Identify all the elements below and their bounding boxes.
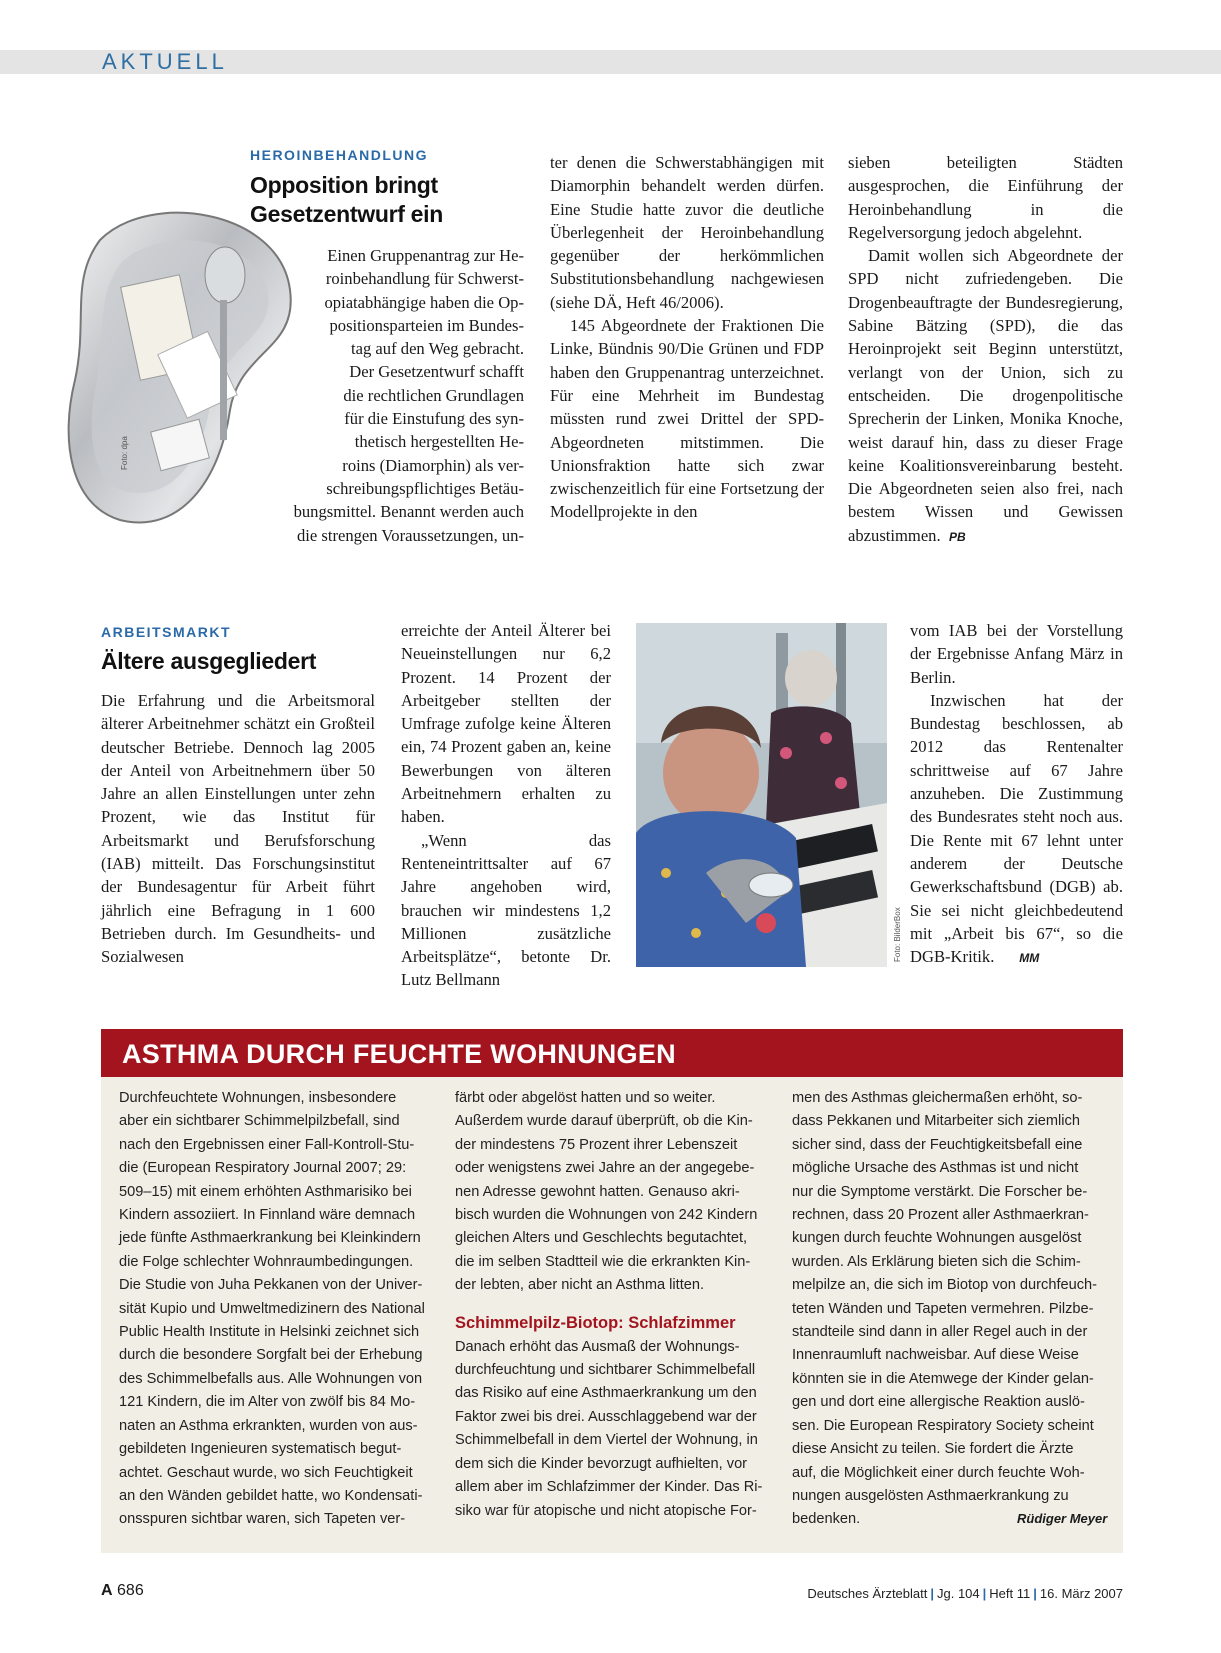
text-line: Innenraumluft nachweisbar. Auf diese Weise xyxy=(792,1347,1079,1364)
text-line: bedenken. xyxy=(792,1511,861,1528)
section-label: AKTUELL xyxy=(102,49,228,74)
text-line: der mindestens 75 Prozent ihrer Lebenszeit xyxy=(455,1136,738,1153)
text-line: färbt oder abgelöst hatten und so weiter. xyxy=(455,1090,716,1106)
text-line: durch die besondere Sorgfalt bei der Erhebung xyxy=(119,1347,423,1364)
text-line: Danach erhöht das Ausmaß der Wohnungs- xyxy=(455,1338,740,1355)
journal-issue: Heft 11 xyxy=(989,1586,1031,1601)
text-line: Einen Gruppenantrag zur He- xyxy=(327,246,524,265)
separator: | xyxy=(1033,1586,1037,1601)
box-paragraph xyxy=(455,1336,775,1523)
text-line: nungen ausgelösten Asthmaerkrankung zu xyxy=(792,1487,1069,1504)
text-line: standteile sind dann in aller Regel auch in der xyxy=(792,1324,1088,1341)
text-line: Die Studie von Juha Pekkanen von der Univer- xyxy=(119,1277,423,1294)
paragraph: „Wenn das Renteneintrittsalter auf 67 Jahre angehoben wird, brauchen wir mindestens 1,2 Millionen zusätzliche Arbeitsplätze“, betonte Dr. Lutz Bellmann xyxy=(401,830,611,990)
box-subheading: Schimmelpilz-Biotop: Schlafzimmer xyxy=(455,1313,736,1332)
text-line: tag auf den Weg gebracht. xyxy=(351,339,524,359)
text-line: jede fünfte Asthmaerkrankung bei Kleinkindern xyxy=(119,1230,421,1247)
journal-name: Deutsches Ärzteblatt xyxy=(807,1586,928,1601)
text-line: nen Adresse gewohnt hatten. Genauso akri- xyxy=(455,1183,740,1200)
text-line: Außerdem wurde darauf überprüft, ob die Kin- xyxy=(455,1113,753,1130)
journal-info xyxy=(807,1586,1123,1601)
text-line: sität Kupio und Umweltmedizinern des National xyxy=(119,1300,425,1317)
page-prefix: A xyxy=(101,1582,113,1599)
text-line: die rechtlichen Grundlagen xyxy=(343,385,524,405)
text-line: achtet. Geschaut wurde, wo sich Feuchtigkeit xyxy=(119,1464,413,1481)
text-line: positionsparteien im Bundes- xyxy=(329,315,524,335)
box-column xyxy=(792,1087,1112,1532)
text-line: des Schimmelbefalls aus. Alle Wohnungen von xyxy=(119,1370,423,1387)
article-kicker: ARBEITSMARKT xyxy=(101,624,231,640)
photo-credit: Foto: BilderBox xyxy=(893,907,902,962)
text-line: die im selben Stadtteil wie die erkrankten Kin- xyxy=(455,1253,751,1270)
text-line: gebildeten Ingenieuren systematisch begut- xyxy=(119,1441,402,1458)
box-column xyxy=(119,1087,439,1532)
paragraph xyxy=(848,244,1123,549)
author-initials: PB xyxy=(948,529,966,544)
text-line: diese Ansicht zu teilen. Sie fordert die Ärzte xyxy=(792,1441,1074,1458)
workers-photo xyxy=(636,623,887,967)
paragraph: erreichte der Anteil Älterer bei Neueinstellungen nur 6,2 Prozent. 14 Prozent der Arbeitgeber stellten der Umfrage zufolge keine Älteren ein, 74 Prozent gaben an, keine Bewerbungen von älteren Arbeitnehmern erhalten zu haben. xyxy=(401,621,611,827)
text-line: das Risiko auf eine Asthmaerkrankung um den xyxy=(455,1385,757,1402)
text-line: die strengen Voraussetzungen, un- xyxy=(296,525,524,545)
text-line: nur die Symptome verstärkt. Die Forscher be- xyxy=(792,1183,1088,1200)
paragraph xyxy=(910,689,1123,971)
text-line: oder wenigstens zwei Jahre an der angegebe- xyxy=(455,1160,755,1177)
article-column xyxy=(848,151,1123,549)
article-column xyxy=(910,619,1123,970)
text-line: dass Pekkanen und Mitarbeiter sich ziemlich xyxy=(792,1113,1080,1130)
author-initials: MM xyxy=(1019,951,1040,966)
text-line: an den Wänden gebildet hatte, wo Kondensati- xyxy=(119,1487,423,1504)
text-line: 121 Kindern, die im Alter von zwölf bis 84 Mo- xyxy=(119,1394,416,1411)
text-line: die (European Respiratory Journal 2007; 29: xyxy=(119,1160,407,1177)
headline-line: Opposition bringt xyxy=(250,172,438,198)
journal-date: 16. März 2007 xyxy=(1039,1586,1123,1601)
paragraph-text: Inzwischen hat der Bundestag beschlossen, ab 2012 das Rentenalter schrittweise auf 67 Jahre anzuheben. Die Zustimmung des Bundesrates steht noch aus. Die Rente mit 67 lehnt unter anderem der Deutsche Gewerkschaftsbund (DGB) ab. Sie sei nicht gleichbedeutend mit „Arbeit bis 67“, so die DGB-Kritik. xyxy=(910,690,1123,967)
text-line: mögliche Ursache des Asthmas ist und nicht xyxy=(792,1160,1079,1177)
article-headline xyxy=(250,171,443,229)
text-line: könnten sie in die Atemwege der Kinder gelan- xyxy=(792,1370,1094,1387)
text-line: wurden. Als Erklärung bieten sich die Schim- xyxy=(792,1253,1081,1270)
text-line: teten Wänden und Tapeten vermehren. Pilzbe- xyxy=(792,1300,1094,1317)
text-line: Public Health Institute in Helsinki zeichnet sich xyxy=(119,1324,420,1341)
box-author: Rüdiger Meyer xyxy=(1017,1511,1108,1526)
photo-credit: Foto: dpa xyxy=(120,436,129,470)
paragraph: sieben beteiligten Städten ausgesprochen, die Einführung der Heroinbehandlung in die Regelversorgung jedoch abgelehnt. xyxy=(848,153,1123,242)
journal-volume: Jg. 104 xyxy=(937,1586,980,1601)
text-line: Kindern assoziiert. In Finnland wäre demnach xyxy=(119,1207,416,1224)
text-line: 509–15) mit einem erhöhten Asthmarisiko bei xyxy=(119,1183,412,1200)
text-line: dem sich die Kinder bevorzugt aufhielten, vor xyxy=(455,1455,748,1472)
text-line: Schimmelbefall in dem Viertel der Wohnung, in xyxy=(455,1432,758,1449)
text-line: siko war für atopische und nicht atopische For- xyxy=(455,1502,757,1519)
headline-line: Gesetzentwurf ein xyxy=(250,201,443,227)
text-line: durchfeuchtung und sichtbarer Schimmelbefall xyxy=(455,1362,756,1379)
article-column xyxy=(550,151,824,524)
text-line: der lebten, aber nicht an Asthma litten. xyxy=(455,1277,705,1294)
text-line: sicher sind, dass der Feuchtigkeitsbefall eine xyxy=(792,1136,1083,1153)
text-line: men des Asthmas gleichermaßen erhöht, so- xyxy=(792,1090,1083,1106)
text-line: Durchfeuchtete Wohnungen, insbesondere xyxy=(119,1090,397,1106)
page-number xyxy=(101,1582,144,1600)
text-line: onsspuren sichtbar waren, sich Tapeten ver- xyxy=(119,1511,406,1528)
text-line: bungsmittel. Benannt werden auch xyxy=(293,502,524,522)
article-column xyxy=(270,244,524,547)
text-line: Faktor zwei bis drei. Ausschlaggebend war der xyxy=(455,1408,757,1425)
page-number-value: 686 xyxy=(117,1582,144,1599)
article-kicker: HEROINBEHANDLUNG xyxy=(250,147,428,163)
paragraph: Die Erfahrung und die Arbeitsmoral älterer Arbeitnehmer schätzt ein Großteil deutscher Betriebe. Dennoch lag 2005 der Anteil von Arbeitnehmern über 50 Jahre an allen Einstellungen unter zehn Prozent, wie das Institut für Arbeitsmarkt und Berufsforschung (IAB) mitteilt. Das Forschungsinstitut der Bundesagentur für Arbeit führt jährlich eine Befragung in 1 600 Betrieben durch. Im Gesundheits- und Sozialwesen xyxy=(101,691,375,967)
text-line: melpilze an, die sich im Biotop von durchfeuch- xyxy=(792,1277,1098,1294)
text-line: auf, die Möglichkeit einer durch feuchte Woh- xyxy=(792,1464,1085,1481)
text-line: nach den Ergebnissen einer Fall-Kontroll-Stu- xyxy=(119,1136,415,1153)
text-line: für die Einstufung des syn- xyxy=(344,409,524,429)
text-line: sen. Die European Respiratory Society scheint xyxy=(792,1417,1094,1434)
text-line: die Folge schlechter Wohnraumbedingungen. xyxy=(119,1253,414,1270)
paragraph: 145 Abgeordnete der Fraktionen Die Linke, Bündnis 90/Die Grünen und FDP haben den Gruppenantrag unterzeichnet. Für eine Mehrheit im Bundestag müssten rund zwei Drittel der SPD-Abgeordneten mitstimmen. Die Unionsfraktion hatte sich zwar zwischenzeitlich für eine Fortsetzung der Modellprojekte in den xyxy=(550,316,824,522)
text-line: schreibungspflichtiges Betäu- xyxy=(326,478,524,498)
kidney-dish-photo xyxy=(60,200,300,540)
article-column xyxy=(101,689,375,969)
article-column xyxy=(401,619,611,992)
text-line: gen und dort eine allergische Reaktion auslö- xyxy=(792,1394,1085,1411)
separator: | xyxy=(930,1586,934,1601)
text-line: aber ein sichtbarer Schimmelpilzbefall, sind xyxy=(119,1113,400,1130)
text-line: rechnen, dass 20 Prozent aller Asthmaerkran- xyxy=(792,1207,1089,1224)
text-line: roins (Diamorphin) als ver- xyxy=(342,455,524,475)
paragraph: vom IAB bei der Vorstellung der Ergebnisse Anfang März in Berlin. xyxy=(910,621,1123,687)
separator: | xyxy=(982,1586,987,1601)
info-box-title: ASTHMA DURCH FEUCHTE WOHNUNGEN xyxy=(122,1039,676,1069)
box-paragraph xyxy=(455,1087,775,1298)
article-headline: Ältere ausgegliedert xyxy=(101,648,317,674)
text-line: opiatabhängige haben die Op- xyxy=(324,292,524,312)
text-line: allem aber im Schlafzimmer der Kinder. Das Ri- xyxy=(455,1479,763,1496)
text-line: naten an Asthma erkrankten, wurden von aus- xyxy=(119,1417,418,1434)
text-line: kungen durch feuchte Wohnungen ausgelöst xyxy=(792,1230,1082,1247)
text-line: bisch wurden die Wohnungen von 242 Kindern xyxy=(455,1207,758,1224)
box-column xyxy=(455,1087,775,1523)
paragraph: ter denen die Schwerstabhängigen mit Diamorphin behandelt werden dürfen. Eine Studie hatte zuvor die deutliche Überlegenheit der Heroinbehandlung gegenüber der herkömmlichen Substitutionsbehandlung nachgewiesen (siehe DÄ, Heft 46/2006). xyxy=(550,153,824,312)
text-line: gleichen Alters und Geschlechts begutachtet, xyxy=(455,1230,748,1247)
paragraph-text: Damit wollen sich Abgeordnete der SPD nicht zufriedengeben. Die Drogenbeauftragte der Bundesregierung, Sabine Bätzing (SPD), die das Heroinprojekt seit Beginn unterstützt, verlangt von der Union, sich zu entscheiden. Die drogenpolitische Sprecherin der Linken, Monika Knoche, weist darauf hin, dass zu dieser Frage keine Koalitionsvereinbarung besteht. Die Abgeordneten seien also frei, nach bestem Wissen und Gewissen abzustimmen. xyxy=(848,246,1123,545)
text-line: Der Gesetzentwurf schafft xyxy=(349,362,524,382)
text-line: roinbehandlung für Schwerst- xyxy=(325,269,524,289)
text-line: thetisch hergestellten He- xyxy=(354,432,524,452)
